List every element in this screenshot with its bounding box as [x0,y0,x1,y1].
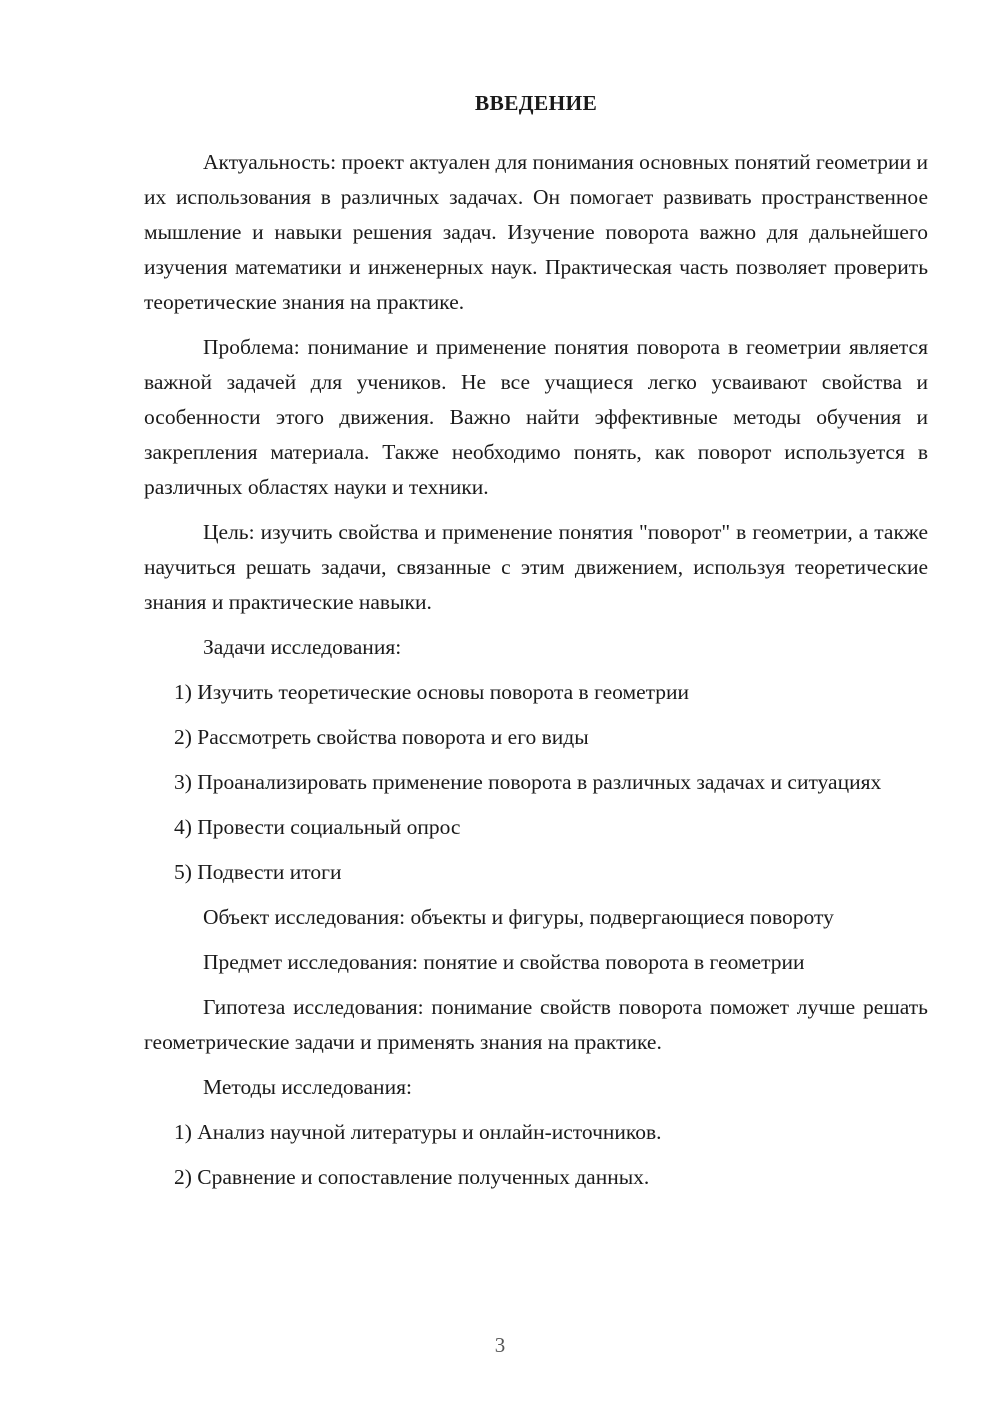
page-number: 3 [494,1333,506,1357]
method-item: 1) Анализ научной литературы и онлайн-источников. [174,1120,662,1144]
subject-paragraph: Предмет исследования: понятие и свойства поворота в геометрии [203,950,805,974]
goal-paragraph: Цель: изучить свойства и применение понятия "поворот" в геометрии, а также научиться решать задачи, связанные с этим движением, используя теоретические знания и практические навыки. [144,520,928,614]
problem-paragraph: Проблема: понимание и применение понятия поворота в геометрии является важной задачей для учеников. Не все учащиеся легко усваивают свойства и особенности этого движения. Важно найти эффективные методы обучения и закрепления материала. Также необходимо понять, как поворот используется в различных областях науки и техники. [144,335,928,499]
hypothesis-paragraph: Гипотеза исследования: понимание свойств поворота поможет лучше решать геометрические задачи и применять знания на практике. [144,995,928,1054]
task-item: 4) Провести социальный опрос [174,815,461,839]
relevance-paragraph: Актуальность: проект актуален для понимания основных понятий геометрии и их использования в различных задачах. Он помогает развивать пространственное мышление и навыки решения задач. Изучение поворота важно для дальнейшего изучения математики и инженерных наук. Практическая часть позволяет проверить теоретические знания на практике. [144,150,928,314]
task-item: 1) Изучить теоретические основы поворота в геометрии [174,680,690,704]
method-item: 2) Сравнение и сопоставление полученных данных. [174,1165,650,1189]
document-page [144,88,928,1205]
tasks-heading: Задачи исследования: [203,635,402,659]
methods-heading: Методы исследования: [203,1075,412,1099]
section-title: ВВЕДЕНИЕ [474,91,598,115]
task-item: 5) Подвести итоги [174,860,342,884]
task-item: 3) Проанализировать применение поворота в различных задачах и ситуациях [174,770,882,794]
task-item: 2) Рассмотреть свойства поворота и его виды [174,725,589,749]
object-paragraph: Объект исследования: объекты и фигуры, подвергающиеся повороту [203,905,834,929]
